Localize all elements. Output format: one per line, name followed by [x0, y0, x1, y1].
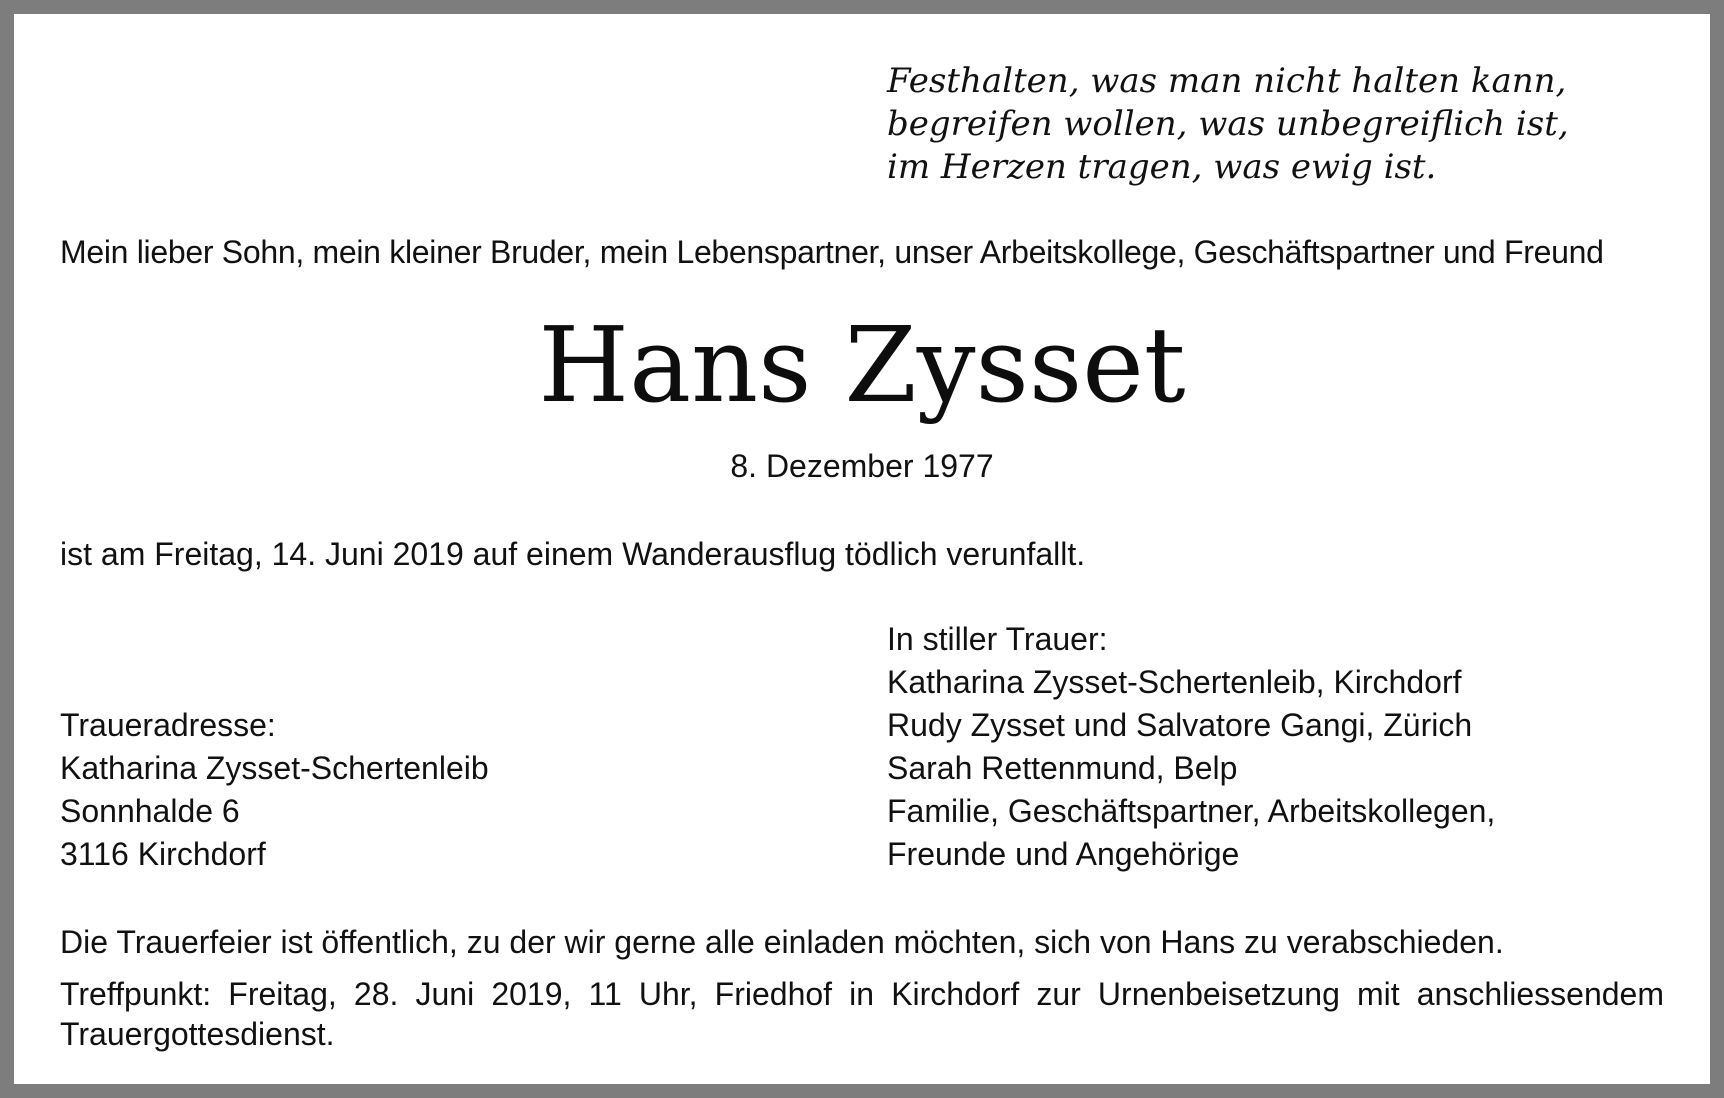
- motto-verse: [887, 60, 1569, 189]
- motto-line: im Herzen tragen, was ewig ist.: [887, 147, 1437, 187]
- ceremony-invitation: Die Trauerfeier ist öffentlich, zu der wir gerne alle einladen möchten, sich von Hans zu verabschieden.: [60, 924, 1504, 960]
- mourner-line: Freunde und Angehörige: [887, 836, 1240, 872]
- address-name: Katharina Zysset-Schertenleib: [60, 750, 489, 786]
- ceremony-info: [60, 922, 1664, 1066]
- birth-date: 8. Dezember 1977: [730, 448, 994, 484]
- mourner-line: Sarah Rettenmund, Belp: [887, 750, 1238, 786]
- deceased-name: Hans Zysset: [538, 304, 1186, 426]
- mourners-heading: In stiller Trauer:: [887, 621, 1108, 657]
- mourners-list: [887, 618, 1495, 876]
- address-heading: Traueradresse:: [60, 707, 276, 743]
- motto-line: Festhalten, was man nicht halten kann,: [887, 61, 1567, 101]
- motto-line: begreifen wollen, was unbegreiflich ist,: [887, 104, 1569, 144]
- death-notice: ist am Freitag, 14. Juni 2019 auf einem Wanderausflug tödlich verunfallt.: [60, 536, 1086, 572]
- address-street: Sonnhalde 6: [60, 793, 240, 829]
- intro-text: Mein lieber Sohn, mein kleiner Bruder, mein Lebenspartner, unser Arbeitskollege, Geschäftspartner und Freund: [60, 234, 1604, 270]
- address-city: 3116 Kirchdorf: [60, 836, 266, 872]
- mourner-line: Familie, Geschäftspartner, Arbeitskollegen,: [887, 793, 1496, 829]
- mourner-line: Katharina Zysset-Schertenleib, Kirchdorf: [887, 664, 1462, 700]
- mourning-address: [60, 704, 489, 876]
- ceremony-meeting-point: Treffpunkt: Freitag, 28. Juni 2019, 11 Uhr, Friedhof in Kirchdorf zur Urnenbeisetzung mit anschliessendem Trauergottesdienst.: [60, 976, 1664, 1052]
- mourner-line: Rudy Zysset und Salvatore Gangi, Zürich: [887, 707, 1473, 743]
- obituary-page: [14, 14, 1710, 1084]
